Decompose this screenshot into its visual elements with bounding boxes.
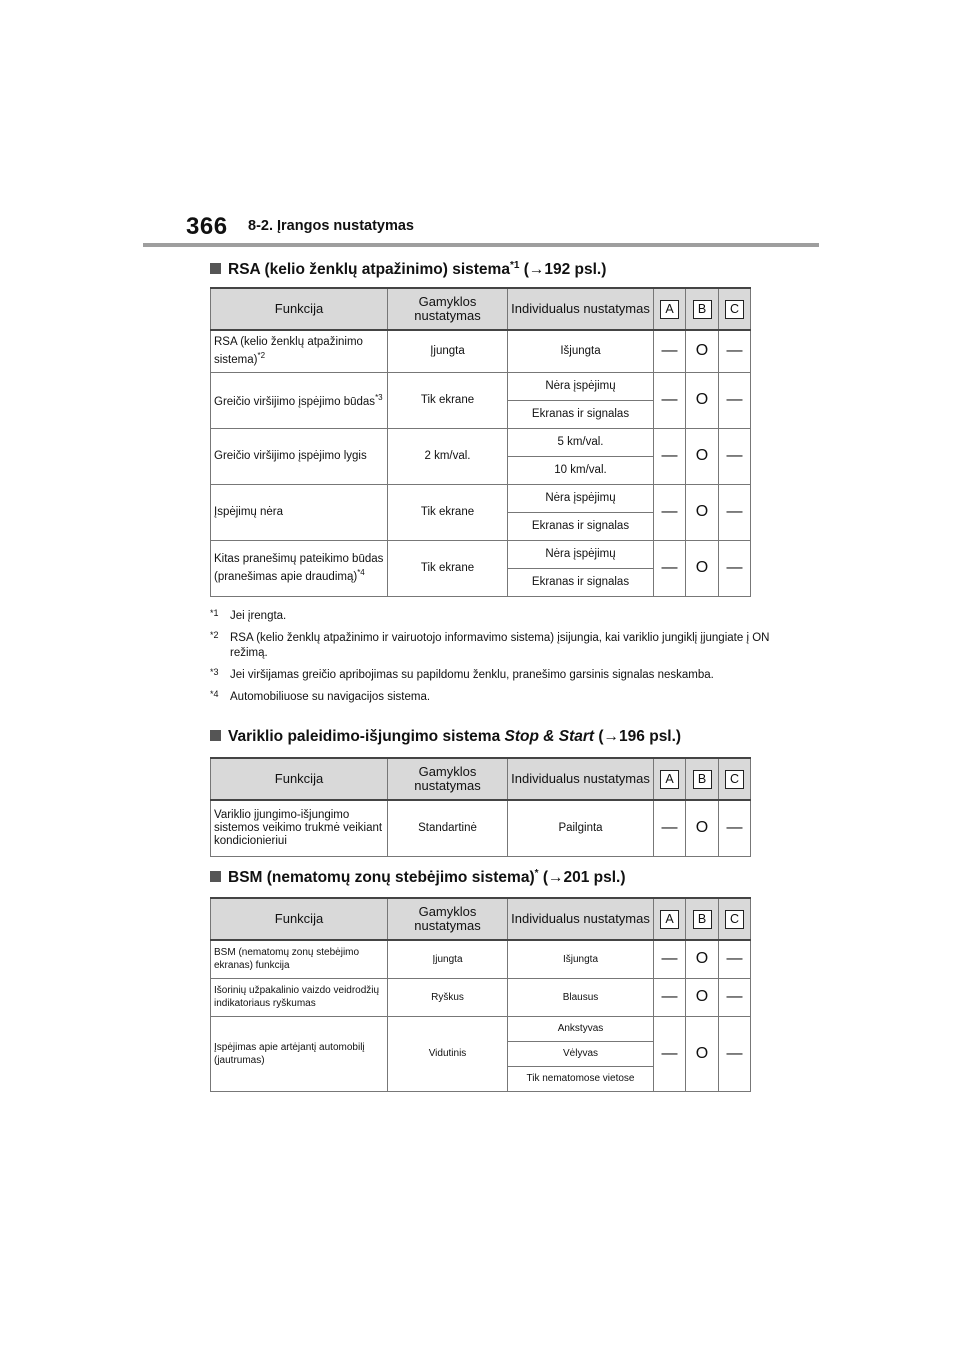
stopstart-heading-italic: Stop & Start — [504, 728, 595, 745]
table-row — [211, 1016, 751, 1041]
func-cell: Įspėjimas apie artėjantį automobilį (jautrumas) — [211, 1016, 388, 1091]
func-text: Greičio viršijimo įspėjimo lygis — [214, 449, 367, 462]
func-sup: *2 — [257, 350, 266, 360]
letter-b-box: B — [693, 300, 712, 319]
letter-a-box: A — [660, 770, 679, 789]
table-row — [211, 484, 751, 512]
rsa-heading-ref: (→192 psl.) — [523, 261, 607, 279]
rsa-heading-text: RSA (kelio ženklų atpažinimo) sistema — [228, 261, 510, 279]
b-cell: O — [686, 1016, 719, 1091]
custom-cell: Išjungta — [508, 330, 654, 372]
stopstart-heading — [210, 728, 681, 746]
footnote-text: Jei viršijamas greičio apribojimas su papildomu ženklu, pranešimo garsinis signalas neskamba. — [230, 669, 714, 681]
func-text: Greičio viršijimo įspėjimo būdas — [214, 395, 376, 408]
custom-cell: 10 km/val. — [508, 456, 654, 484]
col-c — [719, 898, 751, 940]
func-sup: *3 — [375, 393, 383, 403]
a-cell: — — [654, 1016, 686, 1091]
a-cell: — — [654, 330, 686, 372]
func-cell: Išorinių užpakalinio vaizdo veidrodžių indikatoriaus ryškumas — [211, 978, 388, 1016]
custom-cell: Ekranas ir signalas — [508, 568, 654, 596]
stopstart-heading-text: Variklio paleidimo-išjungimo sistema — [228, 728, 501, 745]
default-cell: Tik ekrane — [388, 484, 508, 540]
col-c — [719, 758, 751, 800]
c-cell: — — [719, 940, 751, 978]
footnote-text: Automobiliuose su navigacijos sistema. — [230, 691, 431, 703]
b-cell: O — [686, 372, 719, 428]
col-a — [654, 898, 686, 940]
bsm-table — [210, 897, 751, 1092]
col-c — [719, 288, 751, 330]
default-cell: 2 km/val. — [388, 428, 508, 484]
bullet-square-icon — [210, 871, 221, 882]
col-a — [654, 288, 686, 330]
table-row — [211, 940, 751, 978]
rsa-heading-sup: *1 — [509, 260, 520, 271]
func-text: Įspėjimų nėra — [214, 505, 284, 518]
a-cell: — — [654, 428, 686, 484]
letter-a-box: A — [660, 910, 679, 929]
table-row — [211, 540, 751, 568]
col-gamyklos: Gamyklos nustatymas — [388, 758, 508, 800]
c-cell: — — [719, 800, 751, 856]
custom-cell: Ekranas ir signalas — [508, 400, 654, 428]
footnote-mark: *2 — [210, 630, 219, 640]
custom-cell: 5 km/val. — [508, 428, 654, 456]
default-cell: Standartinė — [388, 800, 508, 856]
col-b — [686, 288, 719, 330]
func-text: RSA (kelio ženklų atpažinimo sistema) — [214, 335, 363, 366]
default-cell: Tik ekrane — [388, 372, 508, 428]
footnote-mark: *3 — [210, 667, 219, 677]
custom-cell: Pailginta — [508, 800, 654, 856]
a-cell: — — [654, 800, 686, 856]
header-rule — [143, 243, 819, 247]
table-header-row — [211, 288, 751, 330]
custom-cell: Išjungta — [508, 940, 654, 978]
col-b — [686, 758, 719, 800]
func-text: Kitas pranešimų pateikimo būdas (pranešimas apie draudimą) — [214, 552, 384, 583]
col-b — [686, 898, 719, 940]
col-funkcija: Funkcija — [211, 288, 388, 330]
table-row — [211, 330, 751, 372]
stopstart-table — [210, 757, 751, 857]
b-cell: O — [686, 484, 719, 540]
c-cell: — — [719, 428, 751, 484]
footnote — [210, 631, 770, 661]
letter-b-box: B — [693, 770, 712, 789]
bsm-heading-sup: * — [534, 868, 539, 879]
a-cell: — — [654, 372, 686, 428]
bsm-heading-ref: (→201 psl.) — [542, 869, 626, 887]
section-header: 8-2. Įrangos nustatymas — [248, 218, 414, 234]
default-cell: Ryškus — [388, 978, 508, 1016]
a-cell: — — [654, 978, 686, 1016]
bsm-heading-text: BSM (nematomų zonų stebėjimo sistema) — [228, 869, 535, 887]
footnote — [210, 690, 770, 705]
c-cell: — — [719, 540, 751, 596]
letter-a-box: A — [660, 300, 679, 319]
c-cell: — — [719, 1016, 751, 1091]
b-cell: O — [686, 800, 719, 856]
col-funkcija: Funkcija — [211, 758, 388, 800]
letter-b-box: B — [693, 910, 712, 929]
b-cell: O — [686, 330, 719, 372]
func-cell — [211, 372, 388, 428]
c-cell: — — [719, 372, 751, 428]
a-cell: — — [654, 940, 686, 978]
bsm-heading — [210, 868, 626, 887]
custom-cell: Ankstyvas — [508, 1016, 654, 1041]
col-gamyklos: Gamyklos nustatymas — [388, 898, 508, 940]
b-cell: O — [686, 940, 719, 978]
col-funkcija: Funkcija — [211, 898, 388, 940]
col-individualus: Individualus nustatymas — [508, 758, 654, 800]
footnote — [210, 668, 770, 683]
letter-c-box: C — [725, 300, 744, 319]
col-gamyklos: Gamyklos nustatymas — [388, 288, 508, 330]
footnote-mark: *1 — [210, 608, 219, 618]
footnote-text: Jei įrengta. — [230, 610, 287, 622]
func-cell: Variklio įjungimo-išjungimo sistemos veikimo trukmė veikiant kondicionieriui — [211, 800, 388, 856]
func-cell — [211, 330, 388, 372]
custom-cell: Ekranas ir signalas — [508, 512, 654, 540]
custom-cell: Nėra įspėjimų — [508, 540, 654, 568]
func-cell — [211, 540, 388, 596]
table-header-row — [211, 898, 751, 940]
col-individualus: Individualus nustatymas — [508, 898, 654, 940]
page-number: 366 — [186, 213, 228, 240]
b-cell: O — [686, 428, 719, 484]
col-a — [654, 758, 686, 800]
table-header-row — [211, 758, 751, 800]
custom-cell: Nėra įspėjimų — [508, 484, 654, 512]
col-individualus: Individualus nustatymas — [508, 288, 654, 330]
bullet-square-icon — [210, 263, 221, 274]
letter-c-box: C — [725, 910, 744, 929]
default-cell: Įjungta — [388, 330, 508, 372]
rsa-table — [210, 287, 751, 597]
footnote — [210, 609, 770, 624]
c-cell: — — [719, 330, 751, 372]
table-row — [211, 978, 751, 1016]
func-sup: *4 — [357, 567, 365, 577]
rsa-heading — [210, 260, 606, 279]
custom-cell: Vėlyvas — [508, 1041, 654, 1066]
default-cell: Įjungta — [388, 940, 508, 978]
a-cell: — — [654, 540, 686, 596]
b-cell: O — [686, 540, 719, 596]
footnote-mark: *4 — [210, 689, 219, 699]
footnote-text: RSA (kelio ženklų atpažinimo ir vairuotojo informavimo sistema) įsijungia, kai variklio jungiklį įjungiate į ON režimą. — [230, 632, 770, 659]
table-row — [211, 428, 751, 456]
c-cell: — — [719, 484, 751, 540]
custom-cell: Nėra įspėjimų — [508, 372, 654, 400]
table-row — [211, 800, 751, 856]
table-row — [211, 372, 751, 400]
func-cell: BSM (nematomų zonų stebėjimo ekranas) funkcija — [211, 940, 388, 978]
bullet-square-icon — [210, 730, 221, 741]
custom-cell: Blausus — [508, 978, 654, 1016]
footnotes — [210, 609, 770, 712]
func-cell — [211, 428, 388, 484]
a-cell: — — [654, 484, 686, 540]
letter-c-box: C — [725, 770, 744, 789]
custom-cell: Tik nematomose vietose — [508, 1066, 654, 1091]
default-cell: Vidutinis — [388, 1016, 508, 1091]
default-cell: Tik ekrane — [388, 540, 508, 596]
b-cell: O — [686, 978, 719, 1016]
func-cell — [211, 484, 388, 540]
c-cell: — — [719, 978, 751, 1016]
stopstart-heading-ref: (→196 psl.) — [598, 728, 682, 745]
